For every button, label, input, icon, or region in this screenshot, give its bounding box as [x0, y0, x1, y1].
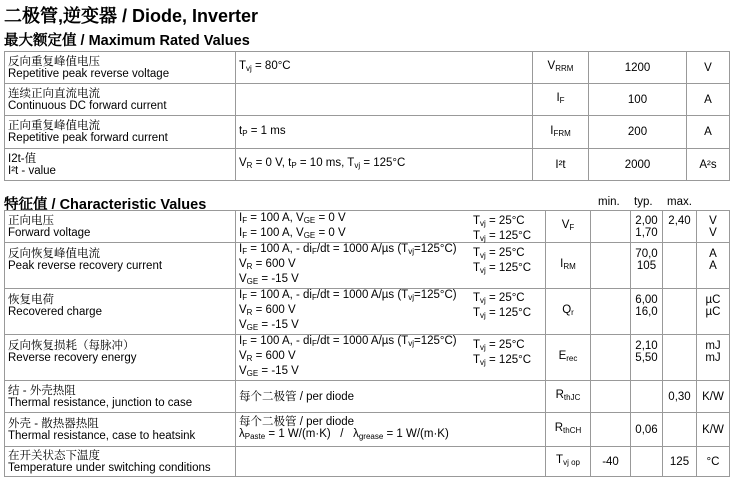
table-row	[5, 243, 730, 289]
unit: mJ mJ	[697, 335, 730, 381]
table-row	[5, 381, 730, 413]
typ-value: 2,00 1,70	[631, 211, 663, 243]
param-name: 反向恢复峰值电流 Peak reverse recovery current	[5, 243, 236, 289]
symbol: Tvj op	[546, 447, 591, 477]
unit: °C	[697, 447, 730, 477]
symbol: I²t	[533, 149, 589, 181]
condition: Tvj = 80°C	[236, 52, 533, 84]
param-name: 结 - 外壳热阻 Thermal resistance, junction to case	[5, 381, 236, 413]
param-name: 正向电压 Forward voltage	[5, 211, 236, 243]
table-row	[5, 116, 730, 149]
condition	[236, 84, 533, 116]
condition: IF = 100 A, - diF/dt = 1000 A/µs (Tvj=125°C) VR = 600 V VGE = -15 V Tvj = 25°C Tvj = 125°C	[236, 243, 546, 289]
param-name: 正向重复峰值电流 Repetitive peak forward current	[5, 116, 236, 149]
table-row	[5, 52, 730, 84]
header-max: max.	[667, 196, 692, 208]
header-min: min.	[598, 196, 620, 208]
condition: tP = 1 ms	[236, 116, 533, 149]
symbol: VRRM	[533, 52, 589, 84]
table-row	[5, 413, 730, 447]
max-value: 0,30	[663, 381, 697, 413]
unit: A	[687, 84, 730, 116]
unit: K/W	[697, 381, 730, 413]
unit: A A	[697, 243, 730, 289]
condition	[236, 447, 546, 477]
max-section-title: 最大额定值 / Maximum Rated Values	[4, 33, 250, 49]
value: 1200	[589, 52, 687, 84]
param-name: 反向重复峰值电压 Repetitive peak reverse voltage	[5, 52, 236, 84]
symbol: RthCH	[546, 413, 591, 447]
min-value	[591, 413, 631, 447]
char-section-title: 特征值 / Characteristic Values	[4, 197, 207, 213]
max-value: 125	[663, 447, 697, 477]
unit: A	[687, 116, 730, 149]
min-value	[591, 381, 631, 413]
typ-value	[631, 447, 663, 477]
condition: 每个二极管 / per diode λPaste = 1 W/(m·K) / λgrease = 1 W/(m·K)	[236, 413, 546, 447]
min-value	[591, 335, 631, 381]
page-title: 二极管,逆变器 / Diode, Inverter	[4, 6, 259, 26]
typ-value: 70,0 105	[631, 243, 663, 289]
max-value	[663, 289, 697, 335]
unit: A²s	[687, 149, 730, 181]
header-typ: typ.	[634, 196, 653, 208]
symbol: VF	[546, 211, 591, 243]
unit: V V	[697, 211, 730, 243]
unit: K/W	[697, 413, 730, 447]
unit: V	[687, 52, 730, 84]
typ-value: 0,06	[631, 413, 663, 447]
symbol: IRM	[546, 243, 591, 289]
param-name: 恢复电荷 Recovered charge	[5, 289, 236, 335]
max-value: 2,40	[663, 211, 697, 243]
symbol: RthJC	[546, 381, 591, 413]
value: 100	[589, 84, 687, 116]
param-name: I2t-值 I²t - value	[5, 149, 236, 181]
typ-value: 6,00 16,0	[631, 289, 663, 335]
symbol: IFRM	[533, 116, 589, 149]
condition: IF = 100 A, - diF/dt = 1000 A/µs (Tvj=125°C) VR = 600 V VGE = -15 V Tvj = 25°C Tvj = 125°C	[236, 335, 546, 381]
min-value	[591, 211, 631, 243]
max-value	[663, 243, 697, 289]
table-row	[5, 335, 730, 381]
table-row	[5, 84, 730, 116]
max-value	[663, 413, 697, 447]
table-row	[5, 149, 730, 181]
min-value	[591, 289, 631, 335]
typ-value: 2,10 5,50	[631, 335, 663, 381]
param-name: 在开关状态下温度 Temperature under switching conditions	[5, 447, 236, 477]
min-value: -40	[591, 447, 631, 477]
max-value	[663, 335, 697, 381]
condition: VR = 0 V, tP = 10 ms, Tvj = 125°C	[236, 149, 533, 181]
unit: µC µC	[697, 289, 730, 335]
max-rated-table	[4, 51, 730, 181]
table-row	[5, 289, 730, 335]
table-row	[5, 447, 730, 477]
param-name: 连续正向直流电流 Continuous DC forward current	[5, 84, 236, 116]
param-name: 反向恢复损耗（每脉冲） Reverse recovery energy	[5, 335, 236, 381]
value: 200	[589, 116, 687, 149]
condition: IF = 100 A, VGE = 0 V IF = 100 A, VGE = 0 V Tvj = 25°C Tvj = 125°C	[236, 211, 546, 243]
min-value	[591, 243, 631, 289]
condition: IF = 100 A, - diF/dt = 1000 A/µs (Tvj=125°C) VR = 600 V VGE = -15 V Tvj = 25°C Tvj = 125°C	[236, 289, 546, 335]
condition: 每个二极管 / per diode	[236, 381, 546, 413]
symbol: Qr	[546, 289, 591, 335]
table-row	[5, 211, 730, 243]
typ-value	[631, 381, 663, 413]
symbol: IF	[533, 84, 589, 116]
characteristic-table	[4, 210, 730, 477]
value: 2000	[589, 149, 687, 181]
symbol: Erec	[546, 335, 591, 381]
param-name: 外壳 - 散热器热阻 Thermal resistance, case to heatsink	[5, 413, 236, 447]
